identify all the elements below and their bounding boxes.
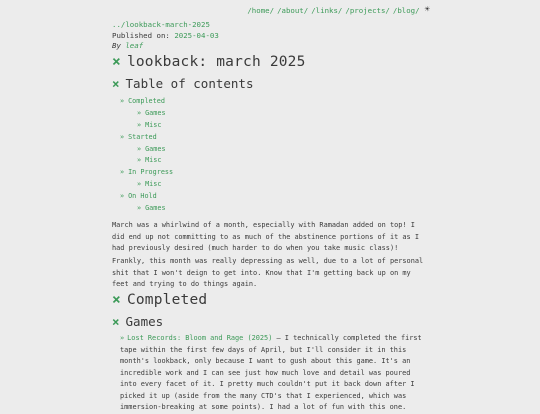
second-paragraph: Frankly, this month was really depressing as well, due to a lot of personal shit that I won't deign to get into. Know that I'm getting back up on my feet and trying to do things again.: [112, 257, 424, 288]
toc-bullet: »: [137, 109, 142, 117]
toc-item-started-misc[interactable]: » Misc: [137, 156, 162, 164]
games-heading: × Games: [112, 314, 164, 329]
published-line: [112, 31, 219, 40]
published-label: Published on:: [112, 31, 170, 40]
nav-projects-link[interactable]: /projects/: [345, 5, 390, 15]
toc-bullet: »: [137, 145, 142, 153]
toc-item-started[interactable]: » Started: [120, 133, 157, 141]
toc-bullet: »: [120, 168, 125, 176]
nav-links-link[interactable]: /links/: [311, 5, 343, 15]
nav-blog-link[interactable]: /blog/: [392, 5, 420, 15]
heading-marker-icon: ×: [112, 76, 120, 91]
heading-marker-icon: ×: [112, 314, 120, 329]
toc-item-completed-misc[interactable]: » Misc: [137, 121, 162, 129]
toc-bullet: »: [137, 180, 142, 188]
toc-bullet: »: [137, 156, 142, 164]
toc-item-started-games[interactable]: » Games: [137, 145, 166, 153]
toc-item-completed-games[interactable]: » Games: [137, 109, 166, 117]
nav-home-link[interactable]: /home/: [247, 5, 275, 15]
toc-bullet: »: [120, 133, 125, 141]
breadcrumb[interactable]: ../lookback-march-2025: [112, 20, 210, 29]
toc-bullet: »: [137, 204, 142, 212]
top-nav: [247, 5, 430, 15]
published-date[interactable]: 2025-04-03: [174, 31, 219, 40]
toc-item-in-progress-misc[interactable]: » Misc: [137, 180, 162, 188]
toc-item-in-progress[interactable]: » In Progress: [120, 168, 174, 176]
author-link[interactable]: leaf: [125, 41, 144, 50]
completed-heading: × Completed: [112, 292, 208, 308]
game-description: – I technically completed the first tape within the first few days of April, but I'll consider it in this month's lookback, only because I want to gush about this game. It's an incredible work and I can see just how much love and detail was poured into every facet of it. I pretty much couldn't put it back down after I picked it up (aside from the many CTD's that I experienced, which was immersion-breaking at some points). I had a lot of fun with this one.: [120, 334, 422, 411]
byline: [112, 41, 143, 50]
heading-marker-icon: ×: [112, 54, 121, 70]
toc-bullet: »: [120, 192, 125, 200]
sun-icon[interactable]: ☀: [424, 5, 430, 15]
heading-marker-icon: ×: [112, 292, 121, 308]
list-item: [120, 333, 426, 414]
toc-item-on-hold-games[interactable]: » Games: [137, 204, 166, 212]
game-title-link[interactable]: Lost Records: Bloom and Rage (2025): [127, 334, 273, 342]
intro-paragraph: March was a whirlwind of a month, especially with Ramadan added on top! I did end up not committing to as much of the abstinence portions of it as I had previously desired (much harder to do when you take music class)!: [112, 221, 419, 252]
by-label: By: [112, 41, 121, 50]
toc-bullet: »: [137, 121, 142, 129]
toc-item-on-hold[interactable]: » On Hold: [120, 192, 157, 200]
toc-item-completed[interactable]: » Completed: [120, 97, 165, 105]
list-bullet: »: [120, 334, 125, 342]
nav-about-link[interactable]: /about/: [277, 5, 309, 15]
toc-bullet: »: [120, 97, 125, 105]
toc-heading: × Table of contents: [112, 76, 254, 91]
page-title: × lookback: march 2025: [112, 54, 306, 70]
